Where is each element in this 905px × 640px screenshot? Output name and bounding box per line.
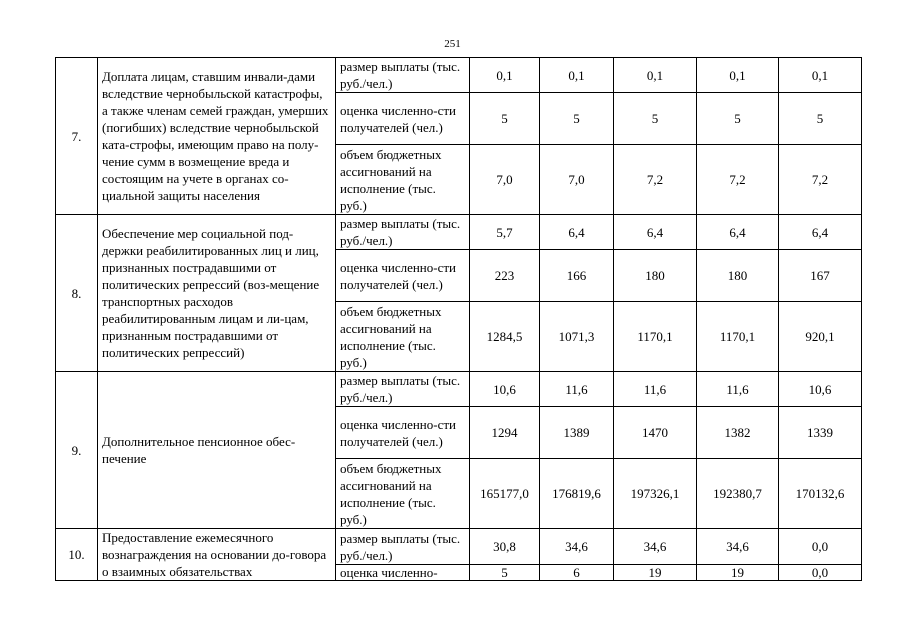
value-cell: 1284,5 [470,302,540,372]
table-row [56,58,862,93]
value-cell: 10,6 [779,372,862,407]
table-row [56,529,862,565]
measure-description: Дополнительное пенсионное обес-печение [98,372,336,529]
value-cell: 165177,0 [470,459,540,529]
indicator-label: объем бюджетных ассигнований на исполнение (тыс. руб.) [336,145,470,215]
row-number: 7. [56,58,98,215]
value-cell: 176819,6 [540,459,614,529]
value-cell: 192380,7 [697,459,779,529]
value-cell: 34,6 [697,529,779,565]
value-cell: 0,1 [470,58,540,93]
indicator-label: оценка численно- [336,565,470,581]
value-cell: 7,2 [614,145,697,215]
indicator-label: размер выплаты (тыс. руб./чел.) [336,215,470,250]
value-cell: 6,4 [540,215,614,250]
value-cell: 11,6 [697,372,779,407]
value-cell: 0,0 [779,529,862,565]
measure-description: Доплата лицам, ставшим инвали-дами вследствие чернобыльской катастрофы, а также членам семей граждан, умерших (погибших) вследствие чернобыльской ката-строфы, имеющим право на полу-чение сумм в возмещение вреда и состоящим на учете в органах со-циальной защиты населения [98,58,336,215]
value-cell: 167 [779,250,862,302]
value-cell: 1294 [470,407,540,459]
value-cell: 5 [614,93,697,145]
value-cell: 180 [697,250,779,302]
value-cell: 5 [470,565,540,581]
page-number: 251 [444,38,461,50]
value-cell: 10,6 [470,372,540,407]
row-number: 9. [56,372,98,529]
budget-table [55,57,862,581]
value-cell: 0,1 [540,58,614,93]
value-cell: 5 [540,93,614,145]
value-cell: 7,2 [697,145,779,215]
indicator-label: оценка численно-сти получателей (чел.) [336,250,470,302]
indicator-label: объем бюджетных ассигнований на исполнение (тыс. руб.) [336,459,470,529]
value-cell: 197326,1 [614,459,697,529]
measure-description: Обеспечение мер социальной под-держки реабилитированных лиц и лиц, признанных пострадавшими от политических репрессий (воз-мещение транспортных расходов реабилитированным лицам и ли-цам, признанным пострадавшими от политических репрессий) [98,215,336,372]
value-cell: 30,8 [470,529,540,565]
value-cell: 5,7 [470,215,540,250]
value-cell: 223 [470,250,540,302]
value-cell: 1389 [540,407,614,459]
value-cell: 920,1 [779,302,862,372]
value-cell: 34,6 [540,529,614,565]
value-cell: 1470 [614,407,697,459]
measure-description: Предоставление ежемесячного вознаграждения на основании до-говора о взаимных обязательствах [98,529,336,581]
value-cell: 5 [470,93,540,145]
table-row [56,215,862,250]
value-cell: 6,4 [779,215,862,250]
table-body [56,58,862,581]
value-cell: 7,2 [779,145,862,215]
value-cell: 1071,3 [540,302,614,372]
value-cell: 19 [697,565,779,581]
row-number: 8. [56,215,98,372]
value-cell: 1170,1 [614,302,697,372]
table-row [56,372,862,407]
indicator-label: оценка численно-сти получателей (чел.) [336,407,470,459]
value-cell: 5 [779,93,862,145]
value-cell: 0,0 [779,565,862,581]
value-cell: 6,4 [697,215,779,250]
value-cell: 180 [614,250,697,302]
value-cell: 11,6 [614,372,697,407]
value-cell: 0,1 [697,58,779,93]
value-cell: 1382 [697,407,779,459]
value-cell: 5 [697,93,779,145]
value-cell: 0,1 [614,58,697,93]
value-cell: 19 [614,565,697,581]
value-cell: 34,6 [614,529,697,565]
value-cell: 166 [540,250,614,302]
value-cell: 6 [540,565,614,581]
indicator-label: размер выплаты (тыс. руб./чел.) [336,372,470,407]
value-cell: 0,1 [779,58,862,93]
indicator-label: оценка численно-сти получателей (чел.) [336,93,470,145]
value-cell: 11,6 [540,372,614,407]
row-number: 10. [56,529,98,581]
indicator-label: размер выплаты (тыс. руб./чел.) [336,58,470,93]
value-cell: 1339 [779,407,862,459]
value-cell: 1170,1 [697,302,779,372]
value-cell: 7,0 [540,145,614,215]
indicator-label: объем бюджетных ассигнований на исполнение (тыс. руб.) [336,302,470,372]
indicator-label: размер выплаты (тыс. руб./чел.) [336,529,470,565]
value-cell: 170132,6 [779,459,862,529]
value-cell: 6,4 [614,215,697,250]
value-cell: 7,0 [470,145,540,215]
